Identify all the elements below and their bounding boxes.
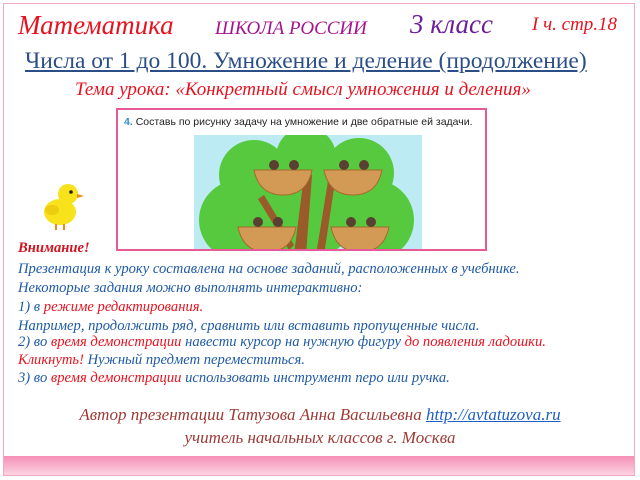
author-website-link[interactable]: http://avtatuzova.ru — [426, 405, 561, 424]
note-line — [18, 334, 546, 351]
note-line — [18, 299, 203, 316]
note-text: навести курсор на нужную фигуру — [181, 334, 405, 350]
task-image-box — [116, 108, 487, 251]
subject-title: Математика — [18, 10, 174, 40]
note-line — [18, 352, 305, 369]
author-role: учитель начальных классов г. Москва — [184, 428, 456, 447]
note-highlight: режиме редактирования. — [43, 299, 204, 315]
note-highlight: до появления ладошки. — [404, 334, 546, 350]
grade-label: 3 класс — [410, 9, 493, 39]
topic-heading: Числа от 1 до 100. Умножение и деление (продолжение) — [25, 48, 587, 74]
task-number: 4. — [124, 116, 133, 128]
note-line: Некоторые задания можно выполнять интерактивно: — [18, 280, 363, 296]
task-text — [124, 116, 473, 128]
bottom-decorative-band — [4, 456, 634, 475]
tree-with-nests-illustration — [194, 135, 422, 251]
note-highlight: время демонстрации — [50, 370, 182, 386]
note-line: Презентация к уроку составлена на основе заданий, расположенных в учебнике. — [18, 261, 520, 277]
school-program: ШКОЛА РОССИИ — [215, 18, 367, 39]
author-line — [0, 405, 640, 425]
chick-icon — [38, 180, 88, 232]
task-description: Составь по рисунку задачу на умножение и две обратные ей задачи. — [135, 116, 473, 128]
note-text: Нужный предмет переместиться. — [83, 352, 305, 368]
author-name: Автор презентации Татузова Анна Васильевна — [79, 405, 426, 424]
note-text: 3) во — [18, 370, 51, 386]
note-line — [18, 370, 450, 387]
warning-label: Внимание! — [18, 240, 90, 256]
note-text: 1) в — [18, 299, 44, 315]
note-line: Например, продолжить ряд, сравнить или вставить пропущенные числа. — [18, 318, 480, 334]
note-highlight: Кликнуть! — [18, 352, 84, 368]
lesson-theme: Тема урока: «Конкретный смысл умножения и деления» — [75, 79, 531, 100]
page-reference: I ч. стр.18 — [532, 14, 618, 35]
note-highlight: время демонстрации — [50, 334, 182, 350]
note-text: 2) во — [18, 334, 51, 350]
note-text: использовать инструмент перо или ручка. — [181, 370, 450, 386]
